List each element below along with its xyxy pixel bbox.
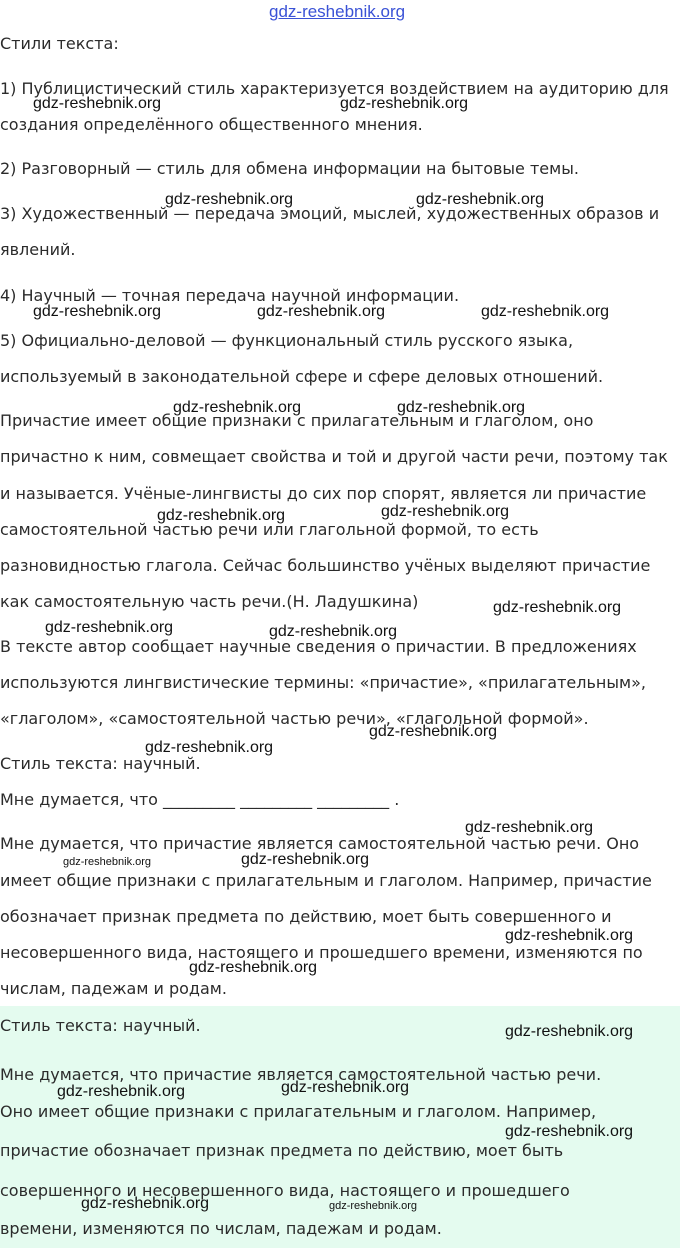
watermark-text: gdz-reshebnik.org xyxy=(329,1200,418,1212)
watermark-text: gdz-reshebnik.org xyxy=(157,507,286,524)
watermark-text: gdz-reshebnik.org xyxy=(269,623,398,640)
text-line: имеет общие признаки с прилагательным и глаголом. Например, причастие xyxy=(0,871,652,890)
text-line: как самостоятельную часть речи.(Н. Ладушкина) xyxy=(0,592,419,611)
watermark-text: gdz-reshebnik.org xyxy=(416,191,545,208)
text-line: самостоятельной частью речи или глагольной формой, то есть xyxy=(0,520,539,539)
text-line: Мне думается, что причастие является самостоятельной частью речи. Оно xyxy=(0,834,640,853)
text-line: используются лингвистические термины: «причастие», «прилагательным», xyxy=(0,673,646,692)
watermark-text: gdz-reshebnik.org xyxy=(369,723,498,740)
text-line: 4) Научный — точная передача научной информации. xyxy=(0,286,460,305)
watermark-text: gdz-reshebnik.org xyxy=(63,856,152,868)
answer-line: причастие обозначает признак предмета по действию, моет быть xyxy=(0,1141,564,1160)
answer-line: Стиль текста: научный. xyxy=(0,1016,201,1035)
answer-line: Оно имеет общие признаки с прилагательным и глаголом. Например, xyxy=(0,1102,597,1121)
watermark-text: gdz-reshebnik.org xyxy=(145,739,274,756)
text-line: обозначает признак предмета по действию, моет быть совершенного и xyxy=(0,907,612,926)
watermark-text: gdz-reshebnik.org xyxy=(241,851,370,868)
text-line: несовершенного вида, настоящего и прошедшего времени, изменяются по xyxy=(0,943,643,962)
watermark-text: gdz-reshebnik.org xyxy=(505,927,634,944)
text-line: Причастие имеет общие признаки с прилагательным и глаголом, оно xyxy=(0,411,594,430)
watermark-text: gdz-reshebnik.org xyxy=(481,303,610,320)
watermark-text: gdz-reshebnik.org xyxy=(33,95,162,112)
fill-in-template-line: Мне думается, что _________ _________ _________ . xyxy=(0,790,400,809)
watermark-text: gdz-reshebnik.org xyxy=(81,1195,210,1212)
watermark-text: gdz-reshebnik.org xyxy=(257,303,386,320)
answer-line: совершенного и несовершенного вида, настоящего и прошедшего xyxy=(0,1181,570,1200)
text-line-styles-heading: Стили текста: xyxy=(0,34,119,53)
watermark-text: gdz-reshebnik.org xyxy=(45,619,174,636)
answer-line: времени, изменяются по числам, падежам и родам. xyxy=(0,1219,442,1238)
watermark-text: gdz-reshebnik.org xyxy=(493,599,622,616)
text-line: и называется. Учёные-лингвисты до сих пор спорят, является ли причастие xyxy=(0,484,647,503)
watermark-text: gdz-reshebnik.org xyxy=(33,303,162,320)
watermark-text: gdz-reshebnik.org xyxy=(173,399,302,416)
watermark-text: gdz-reshebnik.org xyxy=(465,819,594,836)
site-header-link[interactable]: gdz-reshebnik.org xyxy=(269,2,406,21)
text-line: Стиль текста: научный. xyxy=(0,754,201,773)
watermark-text: gdz-reshebnik.org xyxy=(189,959,318,976)
watermark-text: gdz-reshebnik.org xyxy=(340,95,469,112)
text-line: причастно к ним, совмещает свойства и той и другой части речи, поэтому так xyxy=(0,447,668,466)
watermark-text: gdz-reshebnik.org xyxy=(505,1123,634,1140)
watermark-text: gdz-reshebnik.org xyxy=(505,1023,634,1040)
text-line: «глаголом», «самостоятельной частью речи», «глагольной формой». xyxy=(0,709,589,728)
watermark-text: gdz-reshebnik.org xyxy=(397,399,526,416)
text-line: числам, падежам и родам. xyxy=(0,979,227,998)
watermark-text: gdz-reshebnik.org xyxy=(57,1083,186,1100)
watermark-text: gdz-reshebnik.org xyxy=(381,503,510,520)
text-line: явлений. xyxy=(0,240,76,259)
text-line: используемый в законодательной сфере и сфере деловых отношений. xyxy=(0,367,604,386)
watermark-text: gdz-reshebnik.org xyxy=(281,1079,410,1096)
watermark-text: gdz-reshebnik.org xyxy=(165,191,294,208)
text-line: разновидностью глагола. Сейчас большинство учёных выделяют причастие xyxy=(0,556,651,575)
text-line: создания определённого общественного мнения. xyxy=(0,115,423,134)
text-line: 1) Публицистический стиль характеризуется воздействием на аудиторию для xyxy=(0,79,669,98)
text-line: 2) Разговорный — стиль для обмена информации на бытовые темы. xyxy=(0,159,579,178)
text-line: 3) Художественный — передача эмоций, мыслей, художественных образов и xyxy=(0,204,660,223)
text-line: 5) Официально-деловой — функциональный стиль русского языка, xyxy=(0,331,574,350)
text-line: В тексте автор сообщает научные сведения о причастии. В предложениях xyxy=(0,637,637,656)
answer-line: Мне думается, что причастие является самостоятельной частью речи. xyxy=(0,1065,602,1084)
